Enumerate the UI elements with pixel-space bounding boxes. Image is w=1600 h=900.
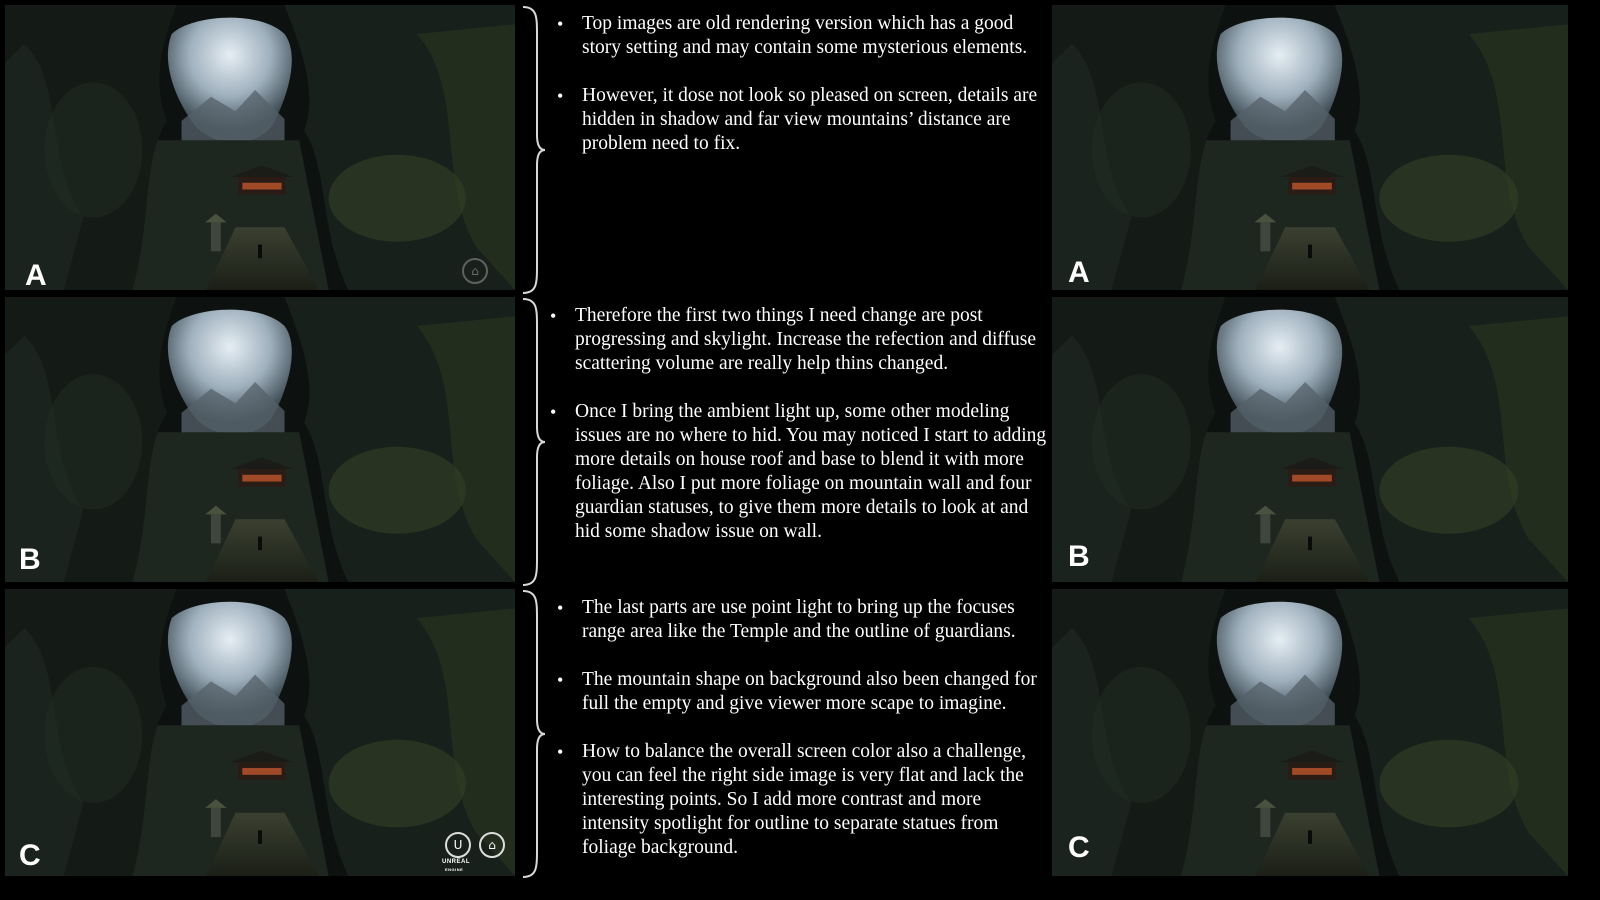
right-panel-a — [1052, 5, 1568, 290]
left-panel-a — [5, 5, 515, 290]
brace-c — [515, 589, 545, 879]
right-panel-c — [1052, 589, 1568, 876]
studio-logo-icon: ⌂ — [479, 832, 505, 858]
scene-render-c — [5, 589, 515, 876]
bullet-item: • However, it dose not look so pleased on screen, details are hidden in shadow and far view mountains’ distance are problem need to fix. — [557, 84, 1047, 156]
bullet-item: • Therefore the first two things I need change are post progressing and skylight. Increase the refection and diffuse scattering volume are really help thins changed. — [550, 304, 1047, 376]
unreal-logo-text: UNREAL — [442, 859, 470, 865]
unreal-logo-subtext: ENGINE — [445, 867, 464, 872]
section-b-text — [550, 304, 1047, 544]
left-panel-b — [5, 297, 515, 582]
bullet-item: • The last parts are use point light to bring up the focuses range area like the Temple and the outline of guardians. — [557, 596, 1047, 644]
panel-label: B — [1068, 540, 1090, 573]
left-panel-c — [5, 589, 515, 876]
bullet-item: • Once I bring the ambient light up, some other modeling issues are no where to hid. You may noticed I start to adding more details on house roof and base to blend it with more foliage. Also I put more foliage on mountain wall and four guardian statuses, to give them more details to look at and hid some shadow issue on wall. — [550, 400, 1047, 544]
bullet-item: • How to balance the overall screen color also a challenge, you can feel the right side image is very flat and lack the interesting points. So I add more contrast and more intensity spotlight for outline to separate statues from foliage background. — [557, 740, 1047, 860]
studio-logo-icon: ⌂ — [462, 258, 488, 284]
brace-a — [515, 5, 545, 295]
bullet-item: • Top images are old rendering version which has a good story setting and may contain some mysterious elements. — [557, 12, 1047, 60]
scene-render-b-alt — [1052, 297, 1568, 582]
panel-label: A — [1068, 256, 1090, 289]
bullet-item: • The mountain shape on background also been changed for full the empty and give viewer more scape to imagine. — [557, 668, 1047, 716]
panel-label: C — [19, 839, 41, 872]
panel-label: B — [19, 543, 41, 576]
brace-b — [515, 297, 545, 587]
scene-render-b — [5, 297, 515, 582]
scene-render-a-new — [1052, 5, 1568, 290]
scene-render-c-alt — [1052, 589, 1568, 876]
scene-render-a-old — [5, 5, 515, 290]
section-a-text — [557, 12, 1047, 156]
right-panel-b — [1052, 297, 1568, 582]
panel-label: C — [1068, 831, 1090, 864]
section-c-text — [557, 596, 1047, 860]
panel-label: A — [25, 259, 47, 290]
unreal-engine-logo-icon: U — [445, 832, 471, 858]
